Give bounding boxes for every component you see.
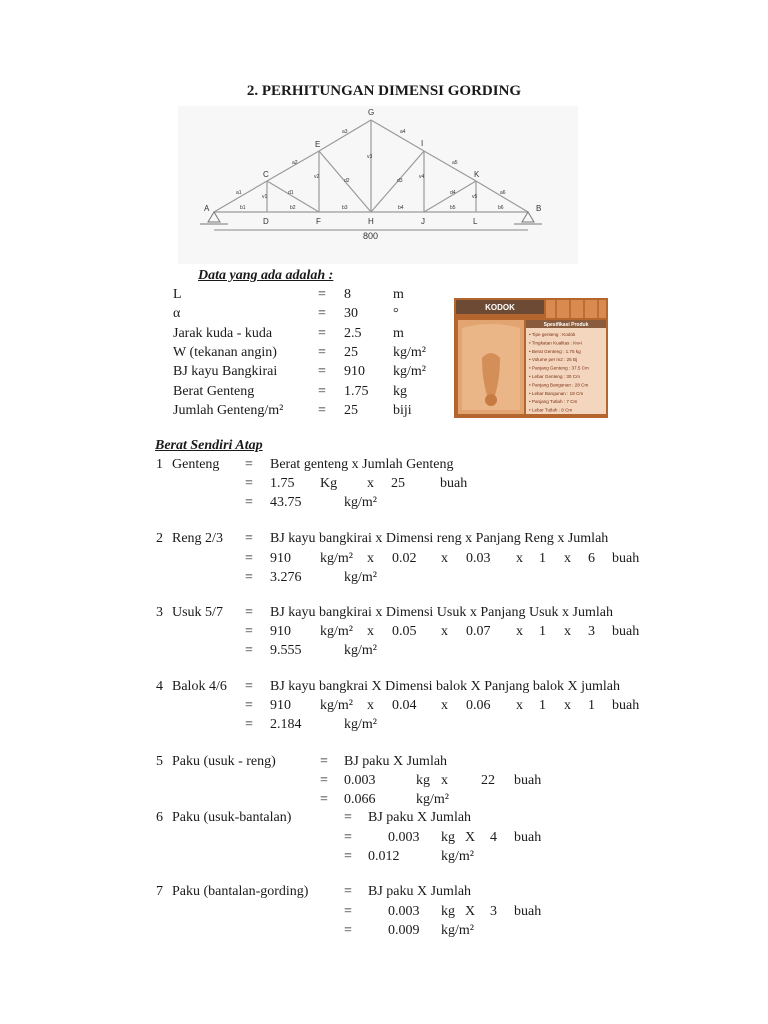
calc-l2b-cell: 910 (270, 551, 291, 566)
product-spec-line: • Lebar Genteng : 30 Cm (529, 374, 580, 379)
calc-l2b-cell: buah (612, 551, 640, 566)
calc-l6-cell: Paku (usuk-bantalan) (172, 810, 292, 825)
calc-l3b-cell: 0.05 (392, 624, 417, 639)
calc-l2b-cell: x (367, 551, 374, 566)
member-a1: a1 (236, 190, 242, 196)
calc-l4b-cell: 0.06 (466, 698, 491, 713)
calc-l2b-cell: 1 (539, 551, 546, 566)
member-d1: d1 (288, 190, 294, 196)
calc-l4b-cell: 910 (270, 698, 291, 713)
member-v1: v1 (262, 194, 268, 200)
calc-l7c-cell: 0.009 (388, 923, 420, 938)
calc-l5-cell: 5 (156, 754, 163, 769)
data-row-eq: = (318, 306, 326, 322)
member-b2: b2 (290, 205, 296, 211)
data-row-name: W (tekanan angin) (173, 344, 277, 360)
calc-l5c-cell: 0.066 (344, 792, 376, 807)
data-heading: Data yang ada adalah : (198, 268, 334, 283)
product-spec-line: • Lebar Bangunan : 18 Cm (529, 390, 584, 396)
calc-l7b-cell: kg (441, 904, 455, 919)
calc-l5-cell: BJ paku X Jumlah (344, 754, 448, 769)
calc-l7b-cell: = (344, 904, 352, 919)
support-B (522, 212, 534, 222)
truss-diagram (178, 106, 578, 264)
calc-l3b-cell: x (516, 624, 523, 639)
calc-l3b-cell: 910 (270, 624, 291, 639)
calc-l2b-cell: 6 (588, 551, 595, 566)
calc-l4b-cell: x (367, 698, 374, 713)
product-spec-line: • Panjang Genteng : 37.5 Cm (529, 365, 589, 371)
calc-l5-cell: = (320, 754, 328, 769)
calc-l1b-cell: 1.75 (270, 476, 295, 491)
calc-l3b-cell: x (441, 624, 448, 639)
truss-top-member (267, 151, 319, 181)
calc-l1-cell: Berat genteng x Jumlah Genteng (270, 457, 454, 472)
calc-l1-cell: 1 (156, 457, 163, 472)
product-spec-line: • Volume per m2 : 25 Bj (529, 357, 578, 363)
truss-top-member (424, 151, 476, 181)
calc-l3-cell: Usuk 5/7 (172, 605, 223, 620)
node-J: J (421, 217, 425, 226)
calc-l6b-cell: 0.003 (388, 830, 420, 845)
node-G: G (368, 108, 375, 117)
data-row-eq: = (318, 383, 326, 399)
truss-svg (178, 106, 578, 264)
calc-l2b-cell: x (441, 551, 448, 566)
data-row-value: 910 (344, 364, 365, 380)
data-row-eq: = (318, 287, 326, 302)
calc-l4c-cell: 2.184 (270, 717, 302, 732)
calc-l2b-cell: 0.02 (392, 551, 417, 566)
calc-l2c-cell: = (245, 570, 253, 585)
product-spec-line: • Berat Genteng : 1.75 kg (529, 348, 581, 354)
data-row-name: Jarak kuda - kuda (173, 325, 273, 341)
calc-l6b-cell: X (465, 830, 476, 845)
member-a3: a3 (342, 129, 348, 135)
member-b3: b3 (342, 205, 348, 211)
product-spec-line: • Tipe genteng : Kodok (529, 332, 576, 337)
calc-l7c-cell: = (344, 923, 352, 938)
data-row-value: 2.5 (344, 325, 362, 341)
calc-l4b-cell: = (245, 698, 253, 713)
calc-l3b-cell: kg/m² (320, 624, 353, 639)
calc-l1c-cell: 43.75 (270, 495, 302, 510)
node-H: H (368, 217, 374, 226)
member-b1: b1 (240, 205, 246, 211)
member-d4: d4 (450, 190, 456, 196)
calc-l6-cell: 6 (156, 810, 163, 825)
calc-l2b-cell: 0.03 (466, 551, 491, 566)
calc-l7-cell: BJ paku X Jumlah (368, 884, 472, 899)
calc-l7-cell: 7 (156, 884, 163, 899)
calc-l2-cell: 2 (156, 531, 163, 546)
product-header: KODOK (485, 303, 515, 312)
calc-l5b-cell: x (441, 773, 448, 788)
calc-l3b-cell: 3 (588, 624, 595, 639)
data-row-unit: m (393, 287, 404, 302)
member-b4: b4 (398, 205, 404, 211)
node-E: E (315, 140, 321, 149)
calc-l7b-cell: 3 (490, 904, 497, 919)
calc-l1b-cell: 25 (391, 476, 405, 491)
calc-l5b-cell: buah (514, 773, 542, 788)
calc-l1c-cell: kg/m² (344, 495, 377, 510)
calc-l5b-cell: 0.003 (344, 773, 376, 788)
node-F: F (316, 217, 321, 226)
data-row-eq: = (318, 364, 326, 380)
calc-l7b-cell: 0.003 (388, 904, 420, 919)
document-title: 2. PERHITUNGAN DIMENSI GORDING (246, 83, 522, 99)
data-row-eq: = (318, 344, 326, 360)
calc-l7b-cell: buah (514, 904, 542, 919)
calc-l3-cell: = (245, 605, 253, 620)
node-C: C (263, 170, 269, 179)
member-a2: a2 (292, 160, 298, 166)
calc-l4-cell: = (245, 679, 253, 694)
calc-l6c-cell: = (344, 849, 352, 864)
calc-l3-cell: 3 (156, 605, 163, 620)
calc-l4-cell: Balok 4/6 (172, 679, 227, 694)
calc-l6b-cell: buah (514, 830, 542, 845)
data-row-name: Jumlah Genteng/m² (173, 402, 284, 418)
data-row-unit: kg/m² (393, 364, 426, 380)
member-a5: a5 (452, 160, 458, 166)
member-d2: d2 (344, 178, 350, 184)
data-row-value: 30 (344, 306, 358, 322)
product-spec-title: Spesifikasi Produk (543, 322, 589, 328)
data-row-unit: ° (393, 306, 399, 322)
data-row-unit: biji (393, 402, 412, 418)
calc-l4c-cell: = (245, 717, 253, 732)
node-A: A (204, 204, 210, 213)
node-L: L (473, 217, 478, 226)
calc-l2-cell: Reng 2/3 (172, 531, 223, 546)
data-row-eq: = (318, 325, 326, 341)
calc-l6c-cell: kg/m² (441, 849, 474, 864)
product-spec-line: • Panjang Bangunan : 28 Cm (529, 382, 589, 388)
calc-l7-cell: = (344, 884, 352, 899)
section-heading: Berat Sendiri Atap (155, 438, 263, 453)
calc-l5b-cell: kg (416, 773, 430, 788)
product-spec-line: • Panjang Tutlah : 7 Cm (529, 399, 578, 405)
calc-l6b-cell: kg (441, 830, 455, 845)
calc-l7-cell: Paku (bantalan-gording) (172, 884, 309, 899)
calc-l3b-cell: x (367, 624, 374, 639)
calc-l6c-cell: 0.012 (368, 849, 400, 864)
calc-l3-cell: BJ kayu bangkirai x Dimensi Usuk x Panjang Usuk x Jumlah (270, 605, 613, 620)
calc-l1b-cell: x (367, 476, 374, 491)
data-row-name: Berat Genteng (173, 383, 255, 399)
calc-l6b-cell: 4 (490, 830, 497, 845)
support-A (208, 212, 220, 222)
calc-l3b-cell: buah (612, 624, 640, 639)
data-row-unit: m (393, 325, 404, 341)
calc-l2b-cell: kg/m² (320, 551, 353, 566)
calc-l7b-cell: X (465, 904, 476, 919)
span-label: 800 (363, 231, 379, 241)
calc-l5c-cell: = (320, 792, 328, 807)
truss-top-member (371, 120, 424, 151)
truss-top-member (319, 120, 371, 151)
calc-l2c-cell: 3.276 (270, 570, 302, 585)
calc-l4-cell: 4 (156, 679, 163, 694)
calc-l4-cell: BJ kayu bangkrai X Dimensi balok X Panjang balok X jumlah (270, 679, 620, 694)
node-D: D (263, 217, 269, 226)
calc-l5b-cell: 22 (481, 773, 495, 788)
product-spec-line: • Lebar Tutlah : 8 Cm (529, 407, 573, 413)
calc-l1b-cell: = (245, 476, 253, 491)
calc-l3b-cell: 1 (539, 624, 546, 639)
member-a6: a6 (500, 190, 506, 196)
calc-l4b-cell: x (564, 698, 571, 713)
calc-l3c-cell: 9.555 (270, 643, 302, 658)
roof-tile-product-card (454, 298, 608, 418)
member-b5: b5 (450, 205, 456, 211)
calc-l5b-cell: = (320, 773, 328, 788)
data-row-value: 8 (344, 287, 351, 302)
member-v4: v4 (419, 174, 425, 180)
calc-l3c-cell: = (245, 643, 253, 658)
calc-l2b-cell: x (516, 551, 523, 566)
calc-l4b-cell: 1 (588, 698, 595, 713)
member-b6: b6 (498, 205, 504, 211)
calc-l4c-cell: kg/m² (344, 717, 377, 732)
member-v2: v2 (314, 174, 320, 180)
data-row-value: 25 (344, 344, 358, 360)
data-row-unit: kg (393, 383, 407, 399)
node-I: I (421, 139, 424, 148)
calc-l5-cell: Paku (usuk - reng) (172, 754, 276, 769)
calc-l6-cell: = (344, 810, 352, 825)
calc-l3b-cell: x (564, 624, 571, 639)
calc-l2b-cell: x (564, 551, 571, 566)
data-row-value: 1.75 (344, 383, 369, 399)
product-card-graphic (454, 298, 608, 418)
calc-l1b-cell: buah (440, 476, 468, 491)
calc-l4b-cell: 1 (539, 698, 546, 713)
calc-l2c-cell: kg/m² (344, 570, 377, 585)
calc-l4b-cell: x (441, 698, 448, 713)
member-v5: v5 (472, 194, 478, 200)
calc-l4b-cell: buah (612, 698, 640, 713)
data-row-name: BJ kayu Bangkirai (173, 364, 278, 380)
calc-l4b-cell: kg/m² (320, 698, 353, 713)
calc-l5c-cell: kg/m² (416, 792, 449, 807)
calc-l1b-cell: Kg (320, 476, 338, 491)
data-row-unit: kg/m² (393, 344, 426, 360)
calc-l6-cell: BJ paku X Jumlah (368, 810, 472, 825)
calc-l7c-cell: kg/m² (441, 923, 474, 938)
calc-l1c-cell: = (245, 495, 253, 510)
calc-l1-cell: = (245, 457, 253, 472)
member-a4: a4 (400, 129, 406, 135)
data-row-name: L (173, 287, 182, 302)
data-row-eq: = (318, 402, 326, 418)
data-row-name: α (173, 306, 181, 322)
calc-l3c-cell: kg/m² (344, 643, 377, 658)
calc-l1-cell: Genteng (172, 457, 220, 472)
member-d3: d3 (397, 178, 403, 184)
calc-l2-cell: = (245, 531, 253, 546)
member-v3: v3 (367, 154, 373, 160)
node-K: K (474, 170, 480, 179)
data-row-value: 25 (344, 402, 358, 418)
node-B: B (536, 204, 542, 213)
calc-l4b-cell: 0.04 (392, 698, 417, 713)
calc-l6b-cell: = (344, 830, 352, 845)
calc-l2-cell: BJ kayu bangkirai x Dimensi reng x Panjang Reng x Jumlah (270, 531, 609, 546)
product-spec-line: • Tingkatan Kualitas : Kw-I (529, 340, 583, 346)
calc-l4b-cell: x (516, 698, 523, 713)
calc-l2b-cell: = (245, 551, 253, 566)
calc-l3b-cell: 0.07 (466, 624, 491, 639)
calc-l3b-cell: = (245, 624, 253, 639)
